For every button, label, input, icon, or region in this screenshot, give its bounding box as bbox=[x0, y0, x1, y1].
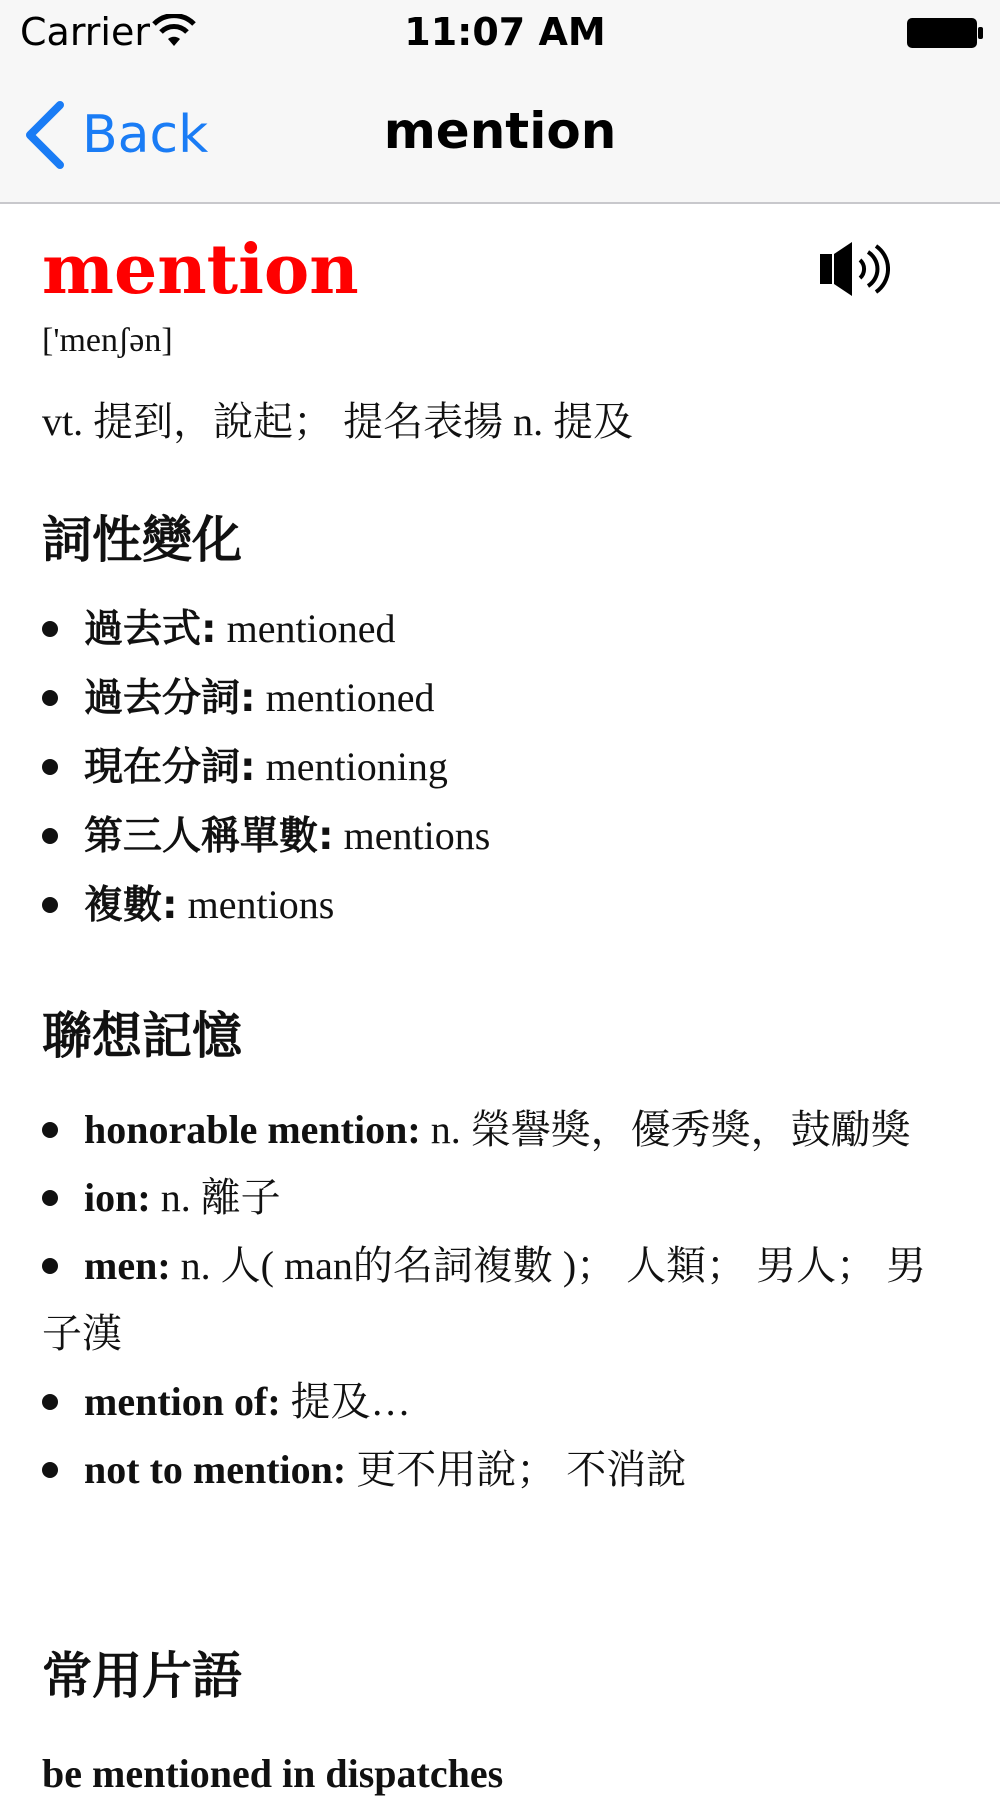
association-term: not to mention: bbox=[84, 1447, 347, 1492]
list-item bbox=[42, 801, 942, 870]
association-meaning: 更不用說； 不消說 bbox=[346, 1447, 687, 1492]
battery-icon bbox=[906, 16, 984, 50]
form-label: 複數: bbox=[84, 883, 178, 928]
form-value: mentioned bbox=[255, 675, 435, 720]
navigation-bar bbox=[0, 66, 1000, 204]
association-meaning: n. 離子 bbox=[150, 1175, 281, 1220]
form-label: 現在分詞: bbox=[84, 745, 256, 790]
back-button-label: Back bbox=[82, 105, 209, 165]
definition-text: vt. 提到，說起； 提名表揚 n. 提及 bbox=[42, 399, 634, 444]
phrases-section-heading: 常用片語 bbox=[42, 1647, 242, 1705]
form-value: mentions bbox=[333, 813, 491, 858]
association-meaning: n. 榮譽獎，優秀獎，鼓勵獎 bbox=[420, 1107, 911, 1152]
list-item bbox=[42, 594, 942, 663]
list-item bbox=[42, 1096, 942, 1164]
association-term: mention of: bbox=[84, 1379, 281, 1424]
form-value: mentions bbox=[177, 882, 335, 927]
phonetic-transcription: ['menʃən] bbox=[42, 322, 173, 359]
status-time: 11:07 AM bbox=[404, 10, 606, 54]
association-meaning: 提及… bbox=[280, 1379, 411, 1424]
association-term: men: bbox=[84, 1243, 171, 1288]
form-label: 過去式: bbox=[84, 607, 217, 652]
list-item bbox=[42, 1164, 942, 1232]
list-item bbox=[42, 1232, 942, 1368]
form-label: 過去分詞: bbox=[84, 676, 256, 721]
list-item bbox=[42, 663, 942, 732]
association-list bbox=[42, 1096, 942, 1504]
list-item bbox=[42, 1368, 942, 1436]
list-item bbox=[42, 732, 942, 801]
headword: mention bbox=[42, 230, 359, 310]
speaker-icon[interactable] bbox=[818, 240, 890, 298]
list-item bbox=[42, 1436, 942, 1504]
list-item bbox=[42, 870, 942, 939]
form-label: 第三人稱單數: bbox=[84, 814, 334, 859]
association-term: honorable mention: bbox=[84, 1107, 421, 1152]
association-section-heading: 聯想記憶 bbox=[42, 1007, 242, 1065]
phrase-item: be mentioned in dispatches bbox=[42, 1751, 504, 1796]
association-term: ion: bbox=[84, 1175, 151, 1220]
forms-section-heading: 詞性變化 bbox=[42, 511, 242, 569]
association-meaning: n. 人( man的名詞複數 )； 人類； 男人； 男子漢 bbox=[42, 1243, 927, 1356]
form-value: mentioned bbox=[216, 606, 396, 651]
status-bar bbox=[0, 0, 1000, 66]
word-forms-list bbox=[42, 594, 942, 939]
carrier-label: Carrier bbox=[20, 10, 150, 54]
form-value: mentioning bbox=[255, 744, 448, 789]
page-title: mention bbox=[383, 102, 617, 160]
